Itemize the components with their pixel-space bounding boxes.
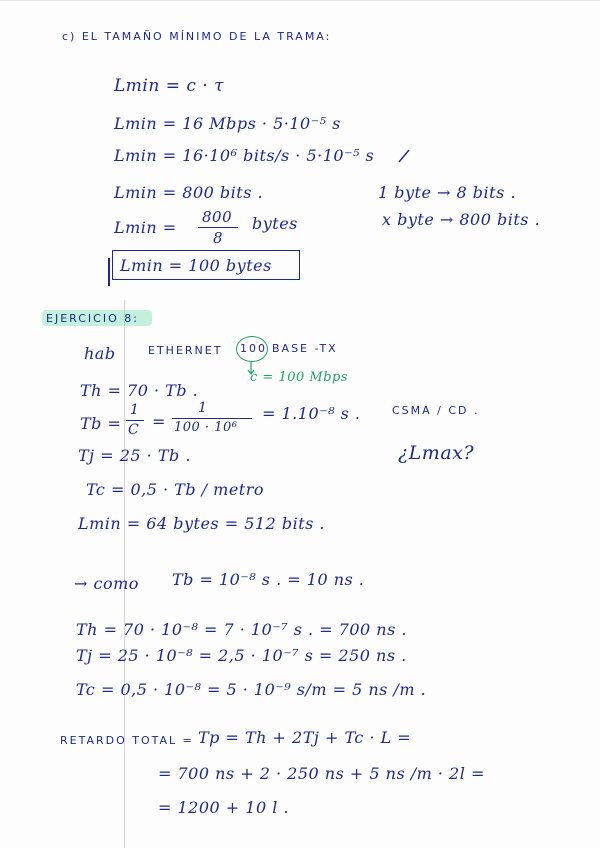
speed-note: c = 100 Mbps [250, 370, 349, 385]
calc-th: Th = 70 · 10⁻⁸ = 7 · 10⁻⁷ s . = 700 ns . [76, 620, 407, 639]
frac-denominator: 8 [213, 229, 224, 247]
frac-numerator: 800 [202, 208, 233, 226]
retardo-eq2: = 700 ns + 2 · 250 ns + 5 ns /m · 2l = [158, 764, 485, 783]
result-bar [108, 258, 110, 286]
calc-tc: Tc = 0,5 · 10⁻⁸ = 5 · 10⁻⁹ s/m = 5 ns /m . [76, 680, 427, 699]
top-edge [0, 0, 600, 1]
retardo-label: RETARDO TOTAL = [60, 734, 194, 747]
conversion-1: 1 byte → 8 bits . [378, 183, 516, 202]
retardo-eq3: = 1200 + 10 l . [158, 798, 290, 817]
tb-result: = 1.10⁻⁸ s . [262, 404, 361, 423]
retardo-eq1: Tp = Th + 2Tj + Tc · L = [198, 728, 412, 747]
ex8-tj: Tj = 25 · Tb . [78, 446, 191, 465]
tb-frac2-num: 1 [198, 400, 208, 416]
calc-como: → como [74, 574, 139, 593]
cancel-mark-icon [396, 148, 412, 164]
ex8-intro-base: BASE -TX [272, 342, 338, 355]
ex8-tb-label: Tb = [80, 414, 122, 433]
result-c: Lmin = 100 bytes [120, 256, 272, 275]
line-c-2: Lmin = 16 Mbps · 5·10⁻⁵ s [114, 114, 341, 133]
conversion-2: x byte → 800 bits . [382, 210, 541, 229]
exercise-title: EJERCICIO 8: [46, 312, 139, 325]
ex8-intro-ethernet: ETHERNET [148, 344, 223, 357]
line-c-4: Lmin = 800 bits . [114, 183, 264, 202]
line-c-3: Lmin = 16·10⁶ bits/s · 5·10⁻⁵ s [114, 146, 375, 165]
tb-frac1-den: C [128, 422, 140, 438]
tb-equals: = [152, 412, 166, 431]
tb-frac1-num: 1 [130, 402, 140, 418]
ex8-lmin: Lmin = 64 bytes = 512 bits . [78, 514, 326, 533]
ex8-tc: Tc = 0,5 · Tb / metro [86, 480, 264, 499]
ex8-intro-100: 100 [240, 342, 267, 355]
ex8-intro-hab: hab [84, 344, 116, 363]
line-c-5-label: Lmin = [114, 218, 177, 237]
calc-tj: Tj = 25 · 10⁻⁸ = 2,5 · 10⁻⁷ s = 250 ns . [76, 646, 407, 665]
heading-c: c) EL TAMAÑO MÍNIMO DE LA TRAMA: [62, 30, 332, 43]
calc-tb: Tb = 10⁻⁸ s . = 10 ns . [172, 570, 365, 589]
line-c-1: Lmin = c · τ [114, 76, 224, 96]
ex8-th: Th = 70 · Tb . [80, 381, 199, 400]
line-c-5-unit: bytes [252, 214, 298, 233]
tb-frac2-den: 100 · 10⁶ [174, 420, 238, 435]
csma-note: CSMA / CD . [392, 404, 480, 417]
question-lmax: ¿Lmax? [398, 442, 475, 464]
